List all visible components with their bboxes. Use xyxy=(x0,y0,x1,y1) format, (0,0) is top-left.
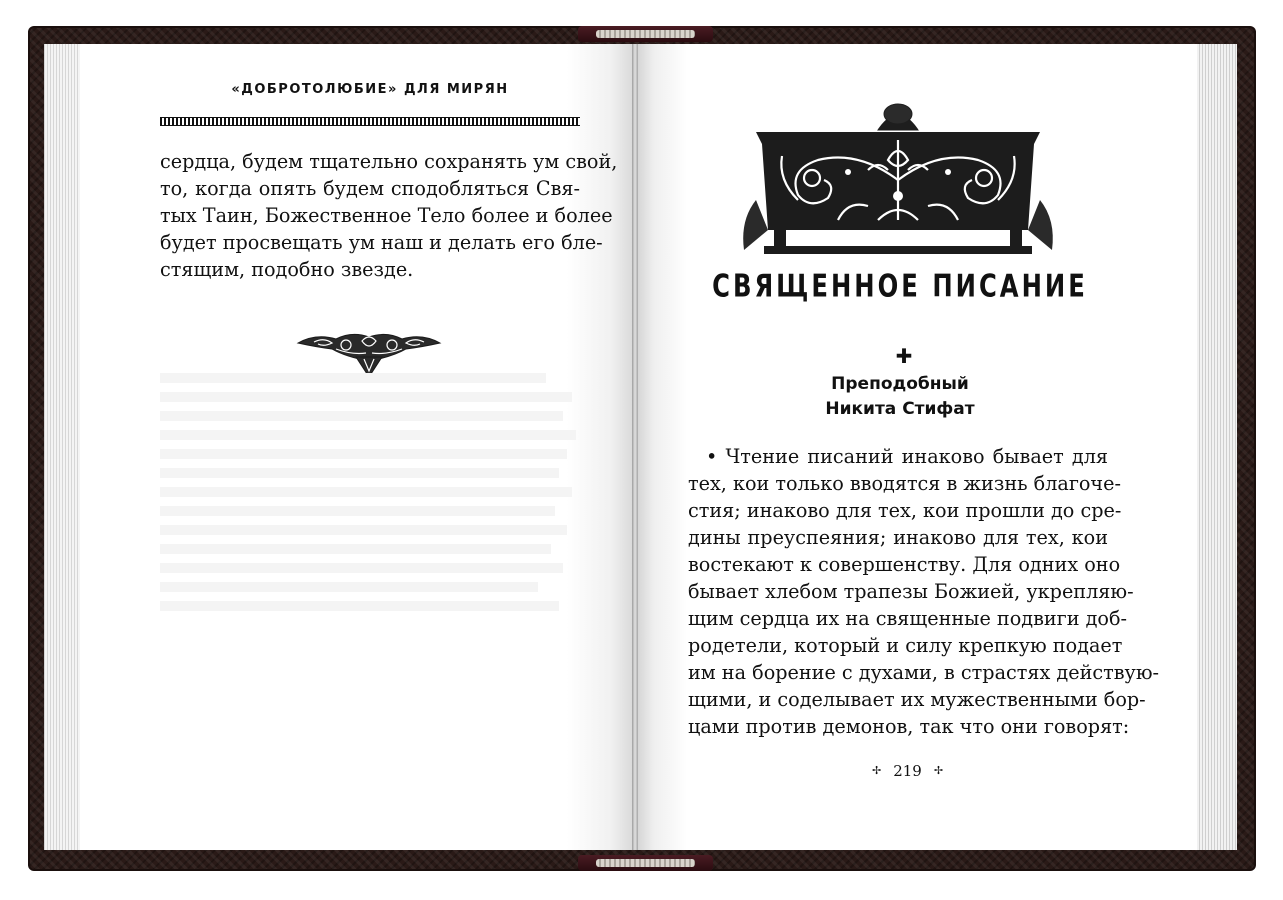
right-page-edges xyxy=(1197,44,1237,850)
text-line: тех, кои только вводятся в жизнь благоче- xyxy=(688,472,1121,495)
show-through-text xyxy=(160,365,580,620)
author-heading xyxy=(700,372,1100,422)
text-line: • Чтение писаний инаково бывает для xyxy=(706,445,1108,468)
top-headband xyxy=(578,26,713,42)
text-line: родетели, который и силу крепкую подает xyxy=(688,634,1123,657)
text-line: будет просвещать ум наш и делать его бле- xyxy=(160,231,603,254)
author-name: Никита Стифат xyxy=(825,399,975,419)
text-line: бывает хлебом трапезы Божией, укрепляю- xyxy=(688,580,1134,603)
dingbat-icon: ✢ xyxy=(872,764,882,777)
left-page-text xyxy=(160,148,618,283)
right-page-text xyxy=(688,443,1160,740)
text-line: щим сердца их на священные подвиги доб- xyxy=(688,607,1127,630)
header-rule xyxy=(160,117,580,126)
text-line: щими, и соделывает их мужественными бор- xyxy=(688,688,1146,711)
page-number xyxy=(860,762,950,780)
ornamental-headpiece-icon xyxy=(738,100,1058,260)
dingbat-icon: ✢ xyxy=(933,764,944,777)
text-line: им на борение с духами, в страстях действую- xyxy=(688,661,1160,684)
text-line: тых Таин, Божественное Тело более и более xyxy=(160,204,613,227)
author-title: Преподобный xyxy=(831,374,969,394)
bottom-headband xyxy=(578,855,713,871)
cross-icon: ✚ xyxy=(895,344,913,368)
text-line: сердца, будем тщательно сохранять ум свой, xyxy=(160,150,618,173)
text-line: дины преуспеяния; инаково для тех, кои xyxy=(688,526,1108,549)
book-gutter xyxy=(632,44,638,850)
text-line: то, когда опять будем сподобляться Свя- xyxy=(160,177,580,200)
text-line: востекают к совершенству. Для одних оно xyxy=(688,553,1121,576)
page-number-value: 219 xyxy=(893,762,922,780)
text-line: стящим, подобно звезде. xyxy=(160,258,414,281)
running-header: «ДОБРОТОЛЮБИЕ» ДЛЯ МИРЯН xyxy=(231,82,509,97)
left-page-edges xyxy=(44,44,80,850)
text-line: стия; инаково для тех, кои прошли до сре- xyxy=(688,499,1122,522)
section-title: СВЯЩЕННОЕ ПИСАНИЕ xyxy=(712,268,1088,305)
text-line: цами против демонов, так что они говорят: xyxy=(688,715,1130,738)
